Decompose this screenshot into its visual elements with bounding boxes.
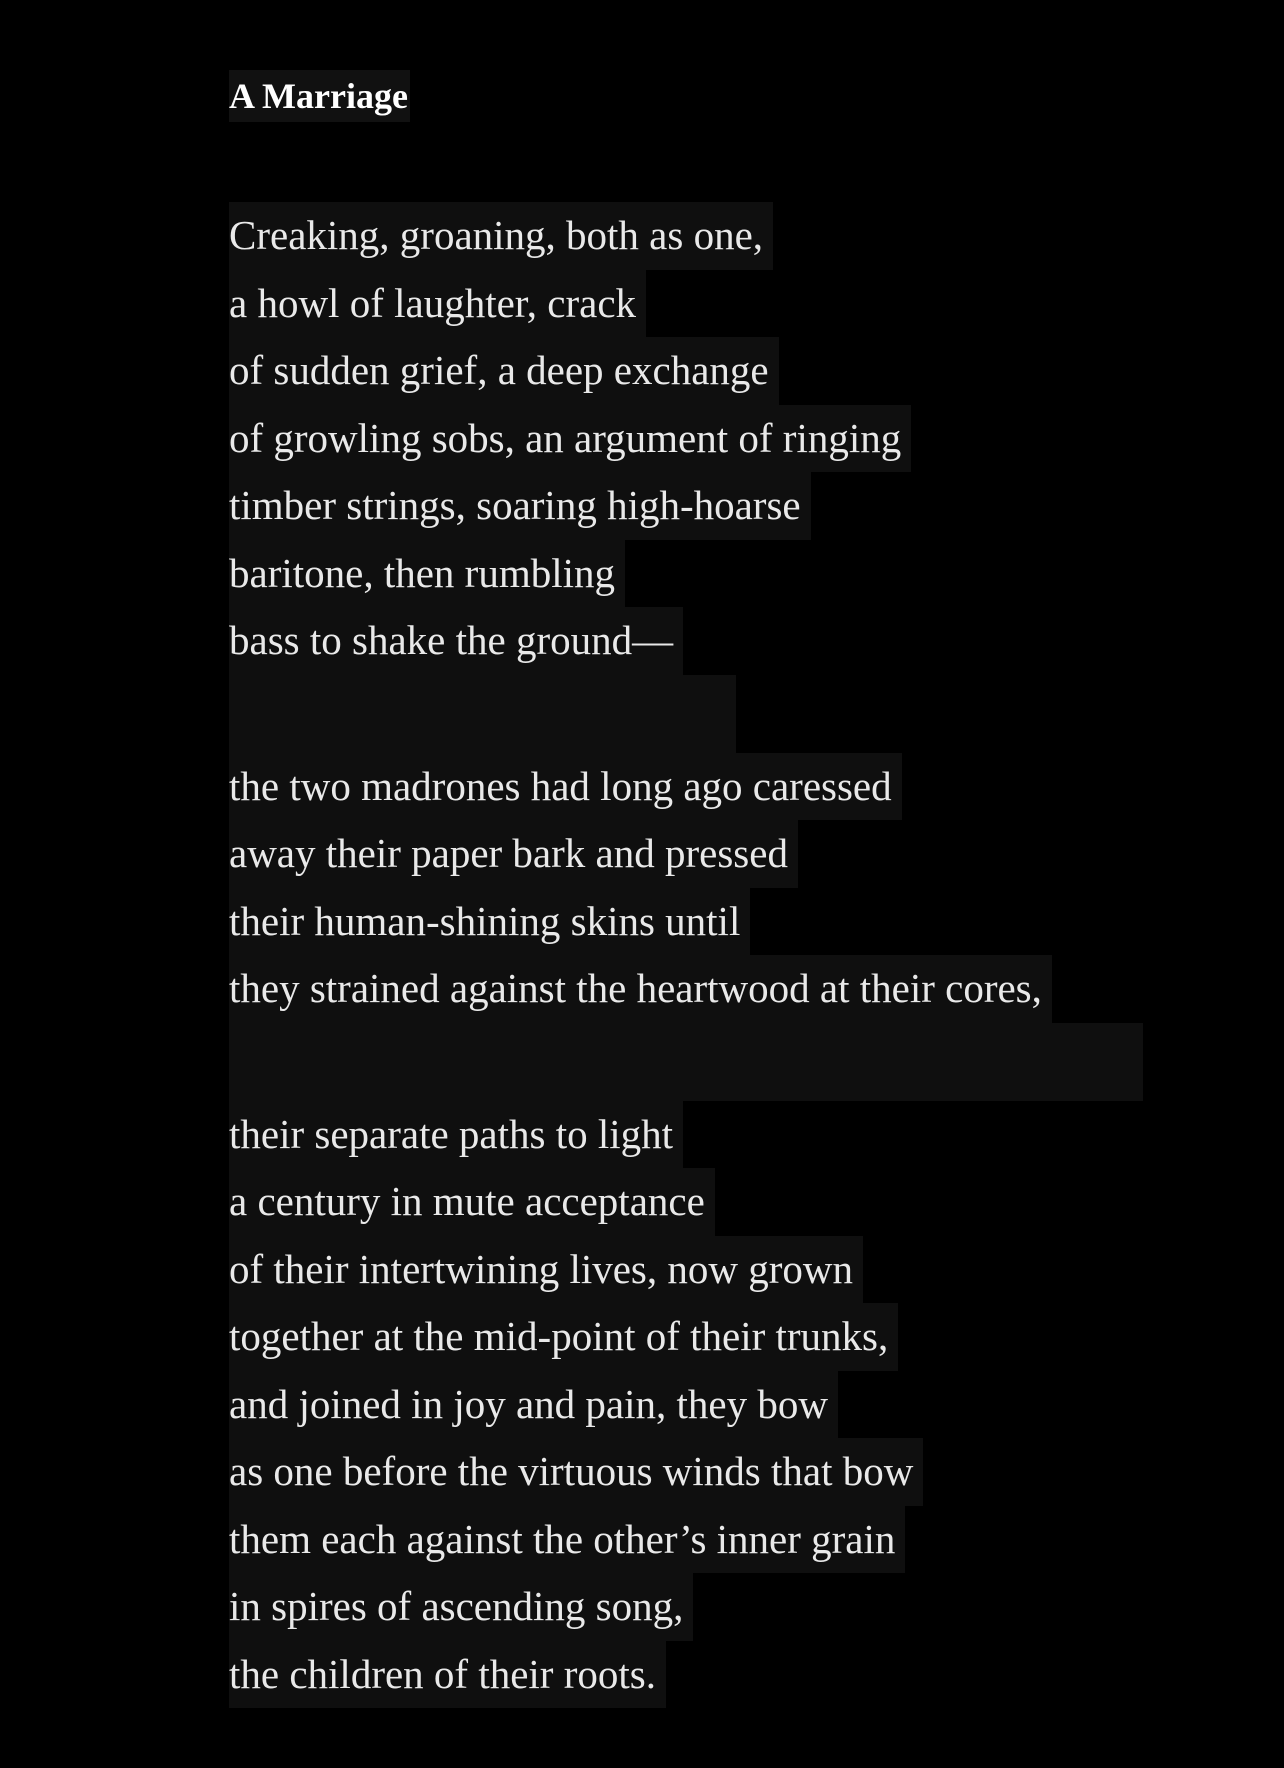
- stanza-1: [229, 202, 1189, 675]
- poem-line: a century in mute acceptance: [229, 1168, 715, 1236]
- poem-line: timber strings, soaring high-hoarse: [229, 472, 811, 540]
- poem-line: as one before the virtuous winds that bow: [229, 1438, 923, 1506]
- poem-line: the two madrones had long ago caressed: [229, 753, 902, 821]
- poem-line: baritone, then rumbling: [229, 540, 625, 608]
- poem-line: their separate paths to light: [229, 1101, 683, 1169]
- poem-line: a howl of laughter, crack: [229, 270, 646, 338]
- poem-line: them each against the other’s inner grain: [229, 1506, 905, 1574]
- poem-line: their human-shining skins until: [229, 888, 750, 956]
- poem-line: of growling sobs, an argument of ringing: [229, 405, 911, 473]
- stanza-break: [229, 675, 736, 753]
- poem-line: together at the mid-point of their trunks,: [229, 1303, 898, 1371]
- stanza-2: [229, 753, 1189, 1023]
- poem-line: they strained against the heartwood at their cores,: [229, 955, 1052, 1023]
- poem-line: in spires of ascending song,: [229, 1573, 693, 1641]
- stanza-break: [229, 1023, 1143, 1101]
- poem-line: away their paper bark and pressed: [229, 820, 798, 888]
- poem: [229, 70, 1189, 1708]
- stanza-3: [229, 1101, 1189, 1709]
- poem-line: of their intertwining lives, now grown: [229, 1236, 863, 1304]
- poem-title: A Marriage: [229, 70, 410, 122]
- poem-line: of sudden grief, a deep exchange: [229, 337, 779, 405]
- poem-line: and joined in joy and pain, they bow: [229, 1371, 838, 1439]
- poem-line: Creaking, groaning, both as one,: [229, 202, 773, 270]
- poem-line: bass to shake the ground—: [229, 607, 683, 675]
- poem-line: the children of their roots.: [229, 1641, 666, 1709]
